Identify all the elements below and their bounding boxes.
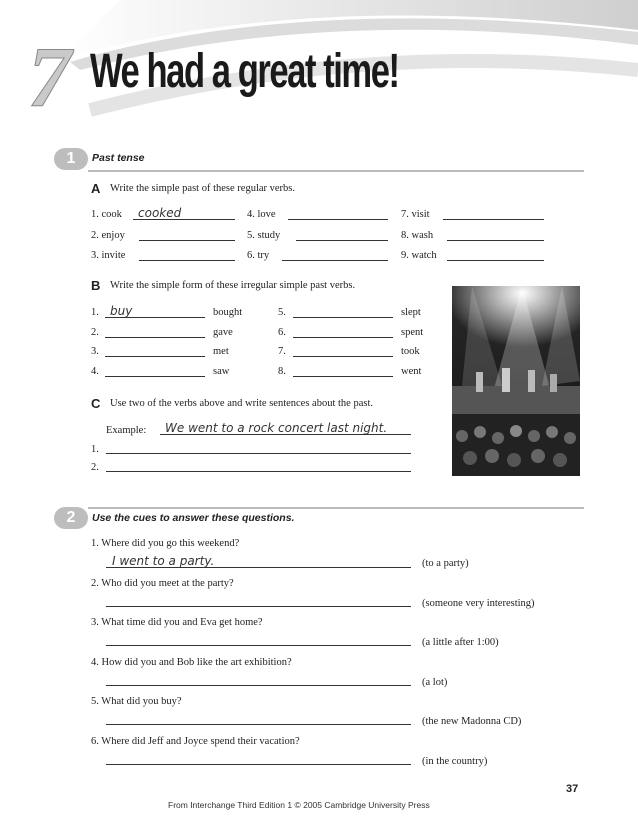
answer-line[interactable] [106,724,411,725]
item-number: 1. [91,444,99,455]
question-text: 2. Who did you meet at the party? [91,578,234,589]
regular-verb-label: 9. watch [401,250,437,261]
question-text: 3. What time did you and Eva get home? [91,617,263,628]
copyright-credit: From Interchange Third Edition 1 © 2005 Cambridge University Press [168,800,430,810]
regular-verb-label: 8. wash [401,230,434,241]
answer-line[interactable] [293,337,393,338]
question-cue: (to a party) [422,558,469,569]
exercise-1-badge: 1 [54,148,88,170]
sentence-line[interactable] [106,471,411,472]
answer-line[interactable] [288,219,388,220]
item-number: 8. [278,366,286,377]
sentence-line[interactable] [106,453,411,454]
handwritten-answer: I went to a party. [112,554,215,568]
regular-verb-label: 6. try [247,250,270,261]
past-form: gave [213,327,233,338]
question-text: 4. How did you and Bob like the art exhibition? [91,657,292,668]
question-text: 1. Where did you go this weekend? [91,538,240,549]
regular-verb-label: 2. enjoy [91,230,125,241]
answer-line[interactable] [447,260,544,261]
page-title: We had a great time! [90,45,399,98]
answer-line[interactable] [282,260,388,261]
past-form: went [401,366,422,377]
item-number: 7. [278,346,286,357]
question-cue: (the new Madonna CD) [422,716,522,727]
answer-line[interactable] [296,240,388,241]
item-number: 5. [278,307,286,318]
answer-line[interactable] [105,337,205,338]
section-a-letter: A [91,181,101,196]
item-number: 3. [91,346,99,357]
question-text: 5. What did you buy? [91,696,182,707]
answer-line[interactable] [139,260,235,261]
handwritten-answer: cooked [138,206,182,220]
exercise-1-rule [88,170,584,172]
page-number: 37 [566,783,579,795]
past-form: spent [401,327,424,338]
past-form: took [401,346,420,357]
past-form: slept [401,307,421,318]
answer-line[interactable] [443,219,544,220]
handwritten-example: We went to a rock concert last night. [165,421,388,435]
answer-line[interactable] [106,685,411,686]
past-form: met [213,346,229,357]
section-b-letter: B [91,278,101,293]
item-number: 1. [91,307,99,318]
regular-verb-label: 3. invite [91,250,126,261]
exercise-2-rule [88,507,584,509]
past-form: bought [213,307,243,318]
answer-line[interactable] [106,606,411,607]
section-a-instruction: Write the simple past of these regular verbs. [110,183,296,194]
item-number: 2. [91,462,99,473]
exercise-2-badge: 2 [54,507,88,529]
answer-line[interactable] [105,356,205,357]
item-number: 6. [278,327,286,338]
answer-line[interactable] [293,356,393,357]
handwritten-answer: buy [110,304,133,318]
section-b-instruction: Write the simple form of these irregular simple past verbs. [110,280,356,291]
concert-photo [452,286,580,476]
answer-line[interactable] [139,240,235,241]
section-c-instruction: Use two of the verbs above and write sentences about the past. [110,398,374,409]
regular-verb-label: 5. study [247,230,281,241]
question-cue: (someone very interesting) [422,598,535,609]
regular-verb-label: 1. cook [91,209,122,220]
item-number: 2. [91,327,99,338]
exercise-2-heading: Use the cues to answer these questions. [92,512,295,524]
answer-line[interactable] [293,317,393,318]
item-number: 4. [91,366,99,377]
answer-line[interactable] [105,376,205,377]
example-label: Example: [106,425,147,436]
regular-verb-label: 4. love [247,209,276,220]
question-cue: (a little after 1:00) [422,637,499,648]
section-c-letter: C [91,396,101,411]
question-cue: (in the country) [422,756,488,767]
answer-line[interactable] [106,645,411,646]
answer-line[interactable] [106,764,411,765]
question-cue: (a lot) [422,677,448,688]
exercise-1-heading: Past tense [92,152,145,164]
answer-line[interactable] [293,376,393,377]
regular-verb-label: 7. visit [401,209,430,220]
past-form: saw [213,366,230,377]
answer-line[interactable] [447,240,544,241]
unit-number: 7 [28,29,71,125]
question-text: 6. Where did Jeff and Joyce spend their vacation? [91,736,300,747]
